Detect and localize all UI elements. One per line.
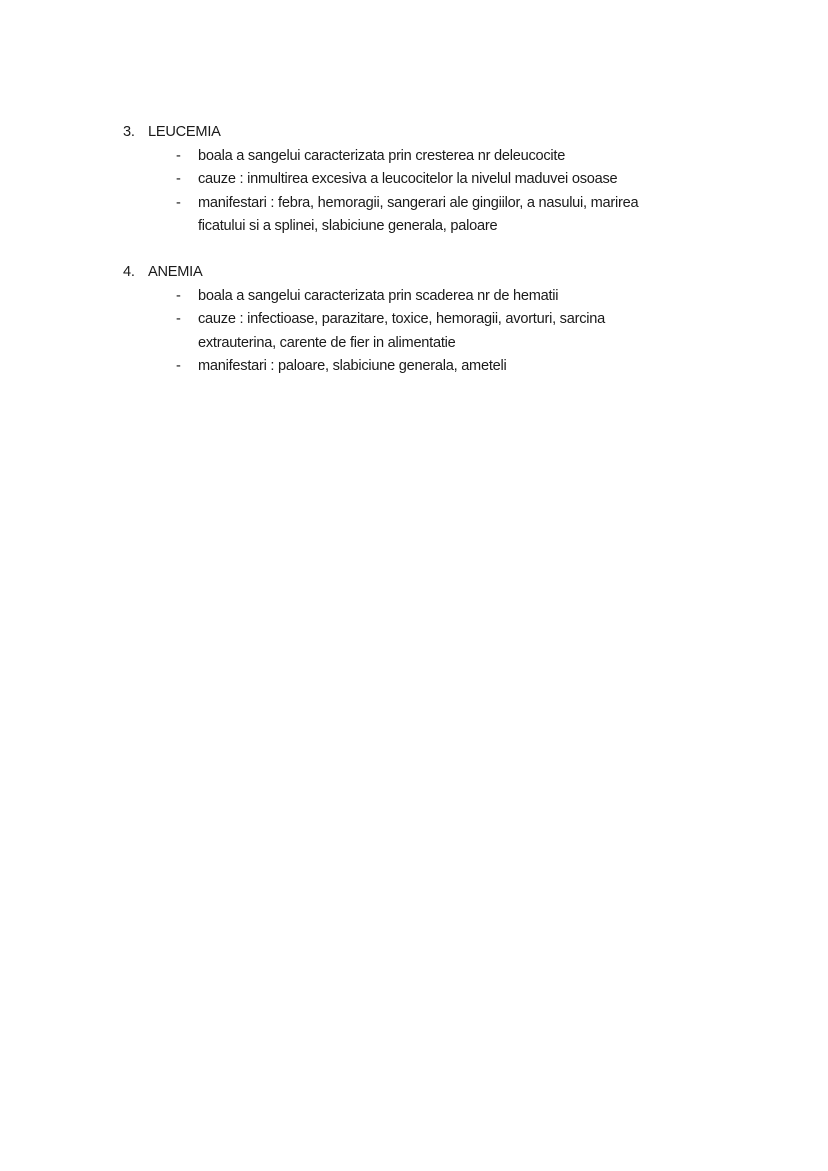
section-title: ANEMIA: [148, 264, 203, 280]
bullet-dash: -: [176, 171, 181, 187]
bullet-dash: -: [176, 194, 181, 211]
bullet-manifestations: manifestari : febra, hemoragii, sangerari ale gingiilor, a nasului, marirea: [198, 194, 639, 211]
bullet-causes: cauze : inmultirea excesiva a leucocitelor la nivelul maduvei osoase: [198, 171, 618, 187]
bullet-causes: cauze : infectioase, parazitare, toxice, hemoragii, avorturi, sarcina: [198, 311, 605, 327]
bullet-definition: boala a sangelui caracterizata prin cresterea nr deleucocite: [198, 147, 566, 164]
section-title: LEUCEMIA: [148, 124, 221, 140]
bullet-dash: -: [176, 287, 181, 304]
bullet-dash: -: [176, 358, 181, 374]
bullet-definition: boala a sangelui caracterizata prin scaderea nr de hematii: [198, 287, 559, 304]
section-number: 4.: [123, 264, 135, 280]
bullet-manifestations: manifestari : paloare, slabiciune generala, ameteli: [198, 358, 507, 374]
bullet-dash: -: [176, 147, 181, 164]
section-number: 3.: [123, 124, 135, 140]
bullet-dash: -: [176, 311, 181, 327]
bullet-manifestations-continued: ficatului si a splinei, slabiciune generala, paloare: [198, 218, 498, 234]
bullet-causes-continued: extrauterina, carente de fier in alimentatie: [198, 334, 456, 351]
